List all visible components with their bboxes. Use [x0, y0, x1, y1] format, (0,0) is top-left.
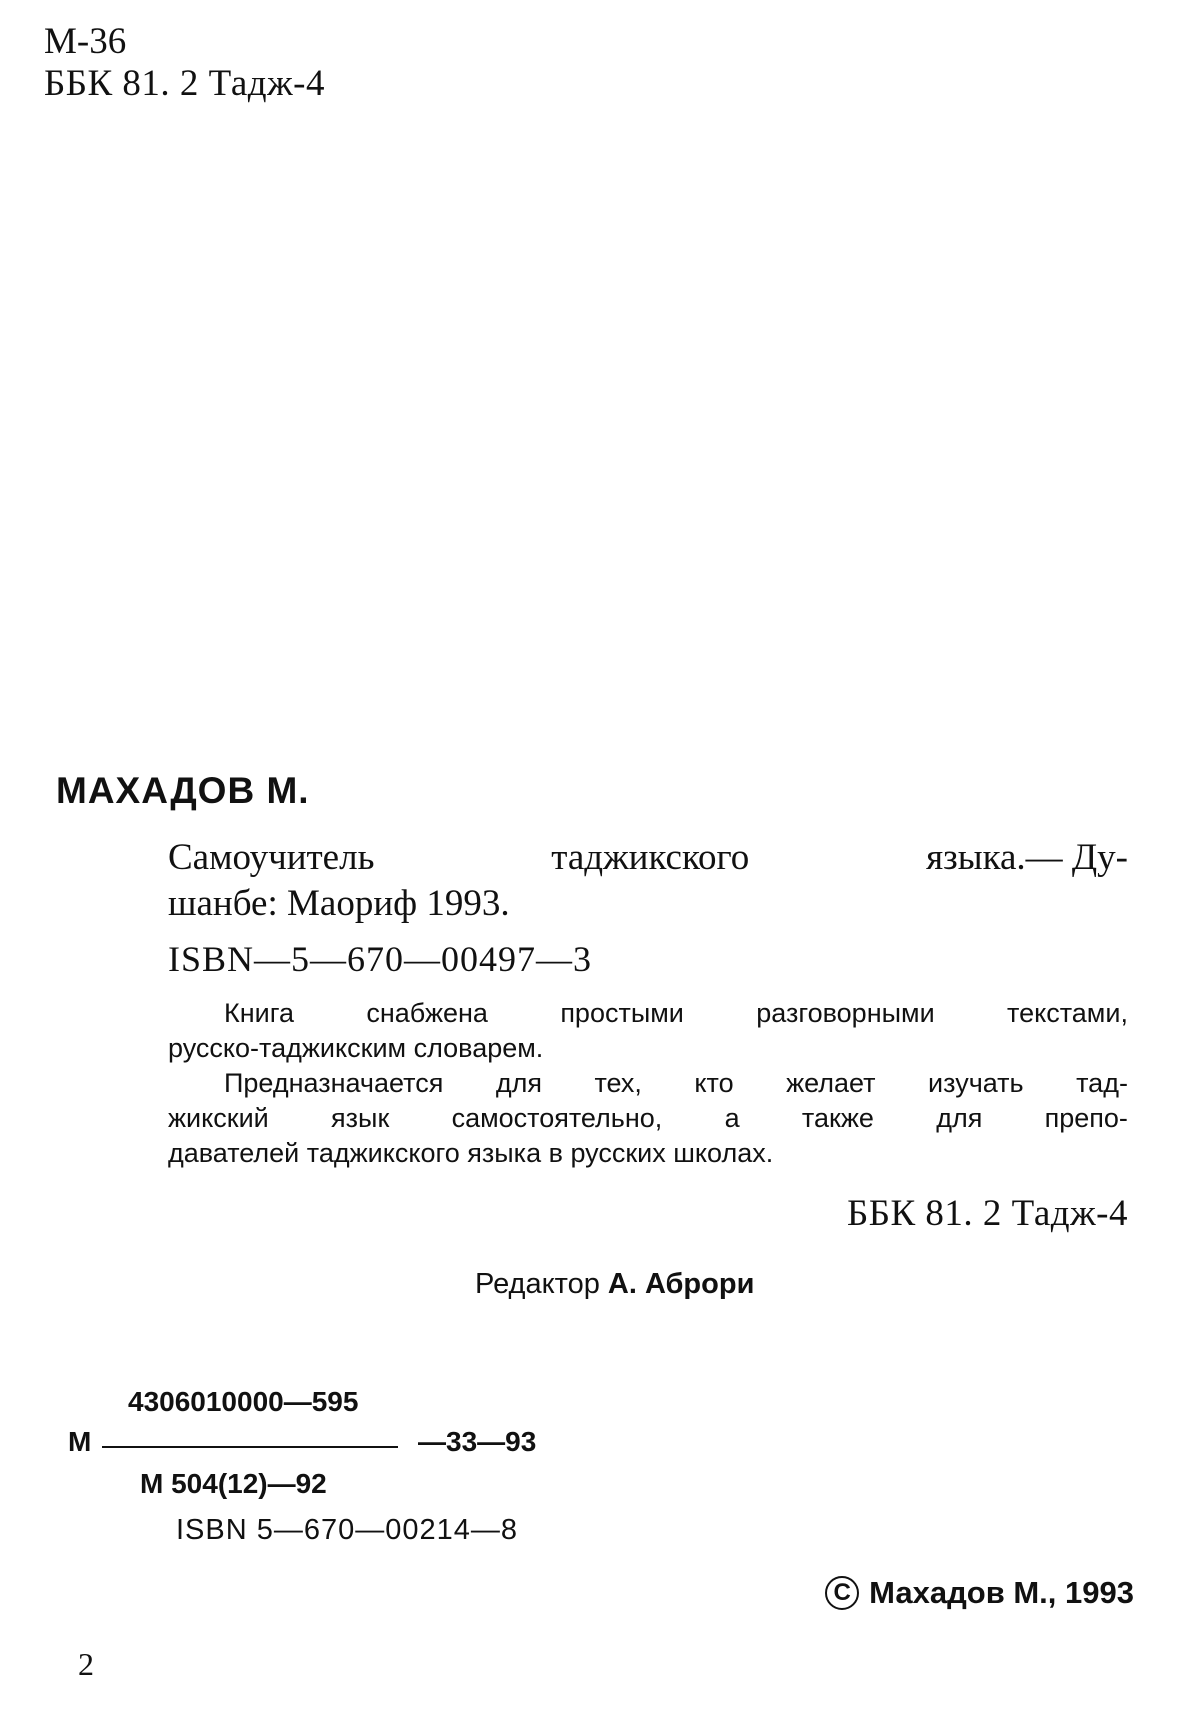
- annotation-word: для: [936, 1103, 983, 1133]
- page-number: 2: [78, 1646, 94, 1682]
- annotation-word: жикский: [168, 1103, 269, 1133]
- author-name: МАХАДОВ М.: [56, 770, 310, 811]
- book-title: [168, 835, 1128, 927]
- annotation-word: язык: [331, 1103, 390, 1133]
- udc-code: М-36: [44, 21, 127, 62]
- title-line-1: [168, 835, 1128, 881]
- annotation-word: Книга: [224, 998, 294, 1028]
- bbk-code-bottom: ББК 81. 2 Тадж-4: [847, 1193, 1128, 1234]
- annotation-line: [168, 1066, 1128, 1101]
- editor-label: Редактор: [475, 1268, 600, 1300]
- title-word: языка.— Ду-: [926, 837, 1128, 878]
- annotation-line: русско-таджикским словарем.: [168, 1033, 544, 1063]
- imprint-numerator: 4306010000—595: [128, 1386, 359, 1417]
- annotation-line: [168, 1101, 1128, 1136]
- annotation-word: Предназначается: [224, 1068, 444, 1098]
- annotation-word: текстами,: [1007, 998, 1128, 1028]
- annotation: [168, 996, 1128, 1171]
- annotation-word: также: [801, 1103, 874, 1133]
- imprint-denominator: М 504(12)—92: [140, 1468, 327, 1499]
- isbn-second: ISBN 5—670—00214—8: [176, 1514, 519, 1546]
- copyright-icon: C: [825, 1576, 859, 1610]
- title-word: Самоучитель: [168, 837, 375, 878]
- annotation-word: для: [495, 1068, 542, 1098]
- editor-credit: [475, 1268, 754, 1301]
- annotation-word: препо-: [1044, 1103, 1128, 1133]
- imprint-fraction-line: [102, 1446, 398, 1448]
- title-line-2: шанбе: Маориф 1993.: [168, 883, 510, 924]
- bbk-code-top: ББК 81. 2 Тадж-4: [44, 63, 325, 104]
- title-word: таджикского: [551, 837, 750, 878]
- annotation-word: изучать: [928, 1068, 1024, 1098]
- imprint-suffix: —33—93: [418, 1426, 537, 1457]
- annotation-line: давателей таджикского языка в русских школах.: [168, 1138, 774, 1168]
- annotation-word: разговорными: [756, 998, 935, 1028]
- annotation-word: тад-: [1076, 1068, 1128, 1098]
- imprint-prefix: М: [68, 1426, 92, 1457]
- annotation-word: снабжена: [366, 998, 488, 1028]
- editor-name: А. Аброри: [607, 1268, 755, 1300]
- annotation-word: простыми: [560, 998, 684, 1028]
- annotation-word: самостоятельно,: [451, 1103, 663, 1133]
- annotation-word: кто: [694, 1068, 734, 1098]
- annotation-word: а: [724, 1103, 740, 1133]
- copyright-notice: [825, 1575, 1134, 1611]
- annotation-word: тех,: [594, 1068, 642, 1098]
- copyright-holder: Махадов М., 1993: [869, 1575, 1134, 1610]
- isbn-main: ISBN—5—670—00497—3: [168, 939, 593, 979]
- annotation-word: желает: [786, 1068, 876, 1098]
- annotation-line: [168, 996, 1128, 1031]
